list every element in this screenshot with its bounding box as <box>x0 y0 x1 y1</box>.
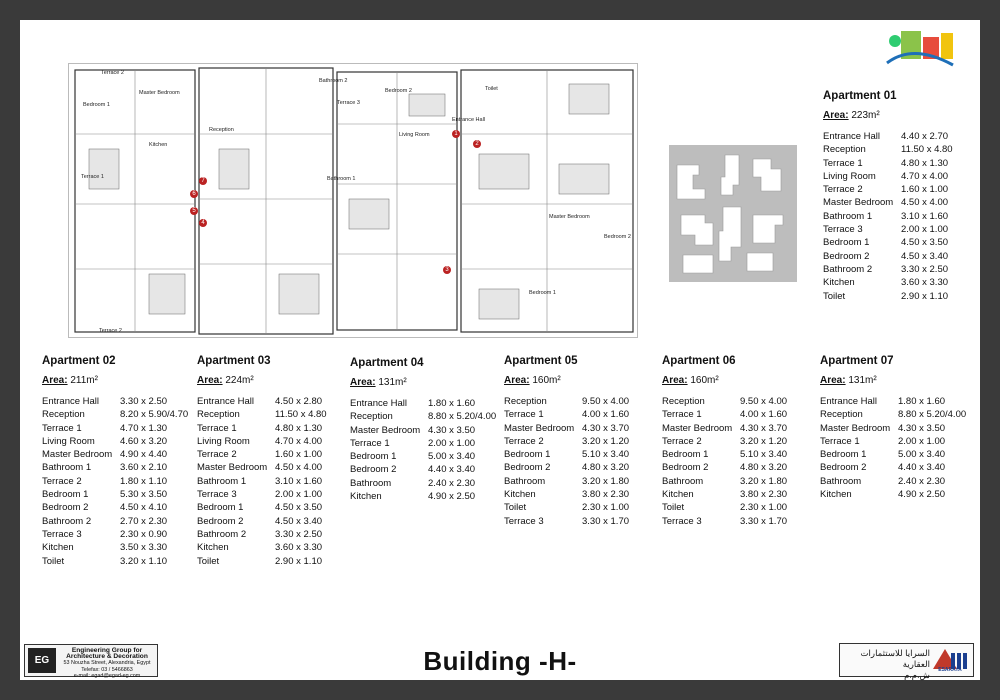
room-name: Kitchen <box>197 542 229 554</box>
room-name: Terrace 2 <box>197 449 237 461</box>
room-dimensions: 5.10 x 3.40 <box>582 449 630 461</box>
key-plan <box>669 145 797 282</box>
room-row <box>350 397 510 410</box>
room-name: Bedroom 1 <box>350 451 397 463</box>
room-name: Bedroom 2 <box>823 250 870 262</box>
room-name: Toilet <box>197 555 220 567</box>
apartment-marker: 3 <box>443 266 451 274</box>
room-name: Kitchen <box>504 489 536 501</box>
room-dimensions: 2.40 x 2.30 <box>428 477 476 489</box>
room-name: Bathroom 1 <box>197 475 247 487</box>
room-name: Entrance Hall <box>42 396 100 407</box>
room-row <box>42 501 202 514</box>
room-name: Master Bedroom <box>662 422 733 434</box>
apartment-06-schedule <box>662 355 822 528</box>
room-name: Master Bedroom <box>42 449 113 461</box>
room-name: Terrace 1 <box>662 409 702 421</box>
room-row <box>197 488 357 501</box>
room-label: Terrace 2 <box>101 70 124 76</box>
room-schedule <box>820 395 980 501</box>
room-row <box>504 488 664 501</box>
room-label: Reception <box>209 127 234 133</box>
room-name: Kitchen <box>662 489 694 501</box>
room-label: Entrance Hall <box>452 117 486 123</box>
room-row <box>823 170 983 183</box>
room-label: Kitchen <box>149 142 168 148</box>
room-row <box>662 475 822 488</box>
room-row <box>350 463 510 476</box>
room-name: Living Room <box>42 435 95 447</box>
room-dimensions: 3.30 x 2.50 <box>275 528 323 540</box>
room-dimensions: 8.80 x 5.20/4.00 <box>898 409 967 421</box>
room-row <box>197 541 357 554</box>
apartment-area: Area: 131m² <box>820 375 877 386</box>
room-row <box>197 435 357 448</box>
apartment-title: Apartment 06 <box>662 355 736 367</box>
room-dimensions: 9.50 x 4.00 <box>582 396 630 407</box>
room-dimensions: 5.00 x 3.40 <box>898 449 946 461</box>
room-row <box>662 515 822 528</box>
room-name: Bathroom 1 <box>823 210 873 222</box>
room-name: Bedroom 2 <box>350 464 397 476</box>
apartment-title: Apartment 03 <box>197 355 271 367</box>
room-row <box>42 541 202 554</box>
room-row <box>820 422 980 435</box>
room-row <box>504 501 664 514</box>
room-dimensions: 4.30 x 3.70 <box>582 422 630 434</box>
room-name: Terrace 3 <box>823 224 863 236</box>
room-row <box>350 437 510 450</box>
room-name: Entrance Hall <box>820 396 878 407</box>
room-name: Bedroom 2 <box>42 502 89 514</box>
room-name: Toilet <box>42 555 65 567</box>
room-row <box>42 461 202 474</box>
apartment-title: Apartment 05 <box>504 355 578 367</box>
apartment-03-schedule <box>197 355 357 568</box>
room-name: Kitchen <box>350 491 382 503</box>
room-name: Entrance Hall <box>823 131 881 142</box>
room-row <box>42 395 202 408</box>
room-label: Bathroom 2 <box>319 78 348 84</box>
room-name: Reception <box>504 396 547 407</box>
room-dimensions: 2.30 x 1.00 <box>740 502 788 514</box>
apartment-05-schedule <box>504 355 664 528</box>
room-name: Terrace 1 <box>820 435 860 447</box>
room-row <box>504 475 664 488</box>
room-dimensions: 3.60 x 2.10 <box>120 462 168 474</box>
apartment-marker: 7 <box>199 177 207 185</box>
room-dimensions: 2.00 x 1.00 <box>898 435 946 447</box>
room-row <box>197 555 357 568</box>
building-title: Building -H- <box>423 646 577 676</box>
room-dimensions: 4.50 x 2.80 <box>275 396 323 407</box>
room-row <box>823 236 983 249</box>
room-dimensions: 4.80 x 3.20 <box>582 462 630 474</box>
room-dimensions: 1.60 x 1.00 <box>275 449 323 461</box>
room-name: Master Bedroom <box>504 422 575 434</box>
room-row <box>504 422 664 435</box>
room-schedule <box>823 130 983 303</box>
room-dimensions: 9.50 x 4.00 <box>740 396 788 407</box>
room-name: Master Bedroom <box>820 422 891 434</box>
room-name: Bedroom 2 <box>820 462 867 474</box>
room-row <box>504 448 664 461</box>
room-name: Bedroom 1 <box>662 449 709 461</box>
room-label: Bedroom 1 <box>83 102 110 108</box>
room-row <box>42 488 202 501</box>
room-dimensions: 3.20 x 1.20 <box>582 435 630 447</box>
room-dimensions: 4.40 x 2.70 <box>901 131 949 142</box>
room-dimensions: 4.90 x 2.50 <box>428 491 476 503</box>
room-dimensions: 8.80 x 5.20/4.00 <box>428 411 497 423</box>
apartment-marker: 4 <box>199 219 207 227</box>
room-row <box>823 276 983 289</box>
room-dimensions: 2.00 x 1.00 <box>428 437 476 449</box>
apartment-07-schedule <box>820 355 980 501</box>
title-block <box>20 640 980 680</box>
apartment-area: Area: 224m² <box>197 375 254 386</box>
room-dimensions: 8.20 x 5.90/4.70 <box>120 409 189 421</box>
room-row <box>350 424 510 437</box>
room-row <box>350 410 510 423</box>
room-dimensions: 1.80 x 1.60 <box>428 398 476 409</box>
room-name: Bedroom 2 <box>504 462 551 474</box>
room-name: Bathroom 2 <box>42 515 92 527</box>
room-dimensions: 4.50 x 4.00 <box>275 462 323 474</box>
room-row <box>823 130 983 143</box>
room-row <box>42 408 202 421</box>
room-label: Bathroom 1 <box>327 176 356 182</box>
room-dimensions: 4.30 x 3.50 <box>428 424 476 436</box>
room-row <box>504 408 664 421</box>
room-row <box>823 143 983 156</box>
room-label: Bedroom 1 <box>529 290 556 296</box>
room-row <box>42 555 202 568</box>
room-dimensions: 5.10 x 3.40 <box>740 449 788 461</box>
room-row <box>823 250 983 263</box>
room-name: Terrace 1 <box>197 422 237 434</box>
apartment-02-schedule <box>42 355 202 568</box>
room-dimensions: 1.60 x 1.00 <box>901 184 949 196</box>
room-dimensions: 4.30 x 3.70 <box>740 422 788 434</box>
apartment-01-schedule <box>823 90 983 303</box>
apartment-title: Apartment 01 <box>823 90 897 102</box>
room-dimensions: 3.80 x 2.30 <box>740 489 788 501</box>
room-schedule <box>504 395 664 528</box>
apartment-marker: 6 <box>190 190 198 198</box>
room-row <box>197 395 357 408</box>
room-dimensions: 4.50 x 3.50 <box>901 237 949 249</box>
developer-stamp <box>839 643 974 680</box>
room-name: Terrace 1 <box>350 437 390 449</box>
apartment-area: Area: 131m² <box>350 377 407 388</box>
apartment-marker: 1 <box>452 130 460 138</box>
apartment-area: Area: 160m² <box>504 375 561 386</box>
room-name: Bathroom <box>820 475 862 487</box>
room-dimensions: 4.90 x 4.40 <box>120 449 168 461</box>
room-dimensions: 4.40 x 3.40 <box>428 464 476 476</box>
drawing-sheet <box>20 20 980 640</box>
room-label: Master Bedroom <box>549 214 590 220</box>
apartment-area: Area: 211m² <box>42 375 98 386</box>
room-name: Terrace 2 <box>823 184 863 196</box>
room-row <box>42 475 202 488</box>
room-row <box>662 435 822 448</box>
room-row <box>197 422 357 435</box>
room-dimensions: 1.80 x 1.60 <box>898 396 946 407</box>
room-row <box>662 408 822 421</box>
apartment-04-schedule <box>350 357 510 503</box>
room-row <box>820 448 980 461</box>
room-row <box>504 461 664 474</box>
room-label: Master Bedroom <box>139 90 180 96</box>
apartment-title: Apartment 07 <box>820 355 894 367</box>
room-name: Bedroom 1 <box>197 502 244 514</box>
room-schedule <box>42 395 202 568</box>
apartment-area: Area: 160m² <box>662 375 719 386</box>
room-name: Kitchen <box>823 277 855 289</box>
room-name: Kitchen <box>820 489 852 501</box>
room-dimensions: 3.30 x 2.50 <box>120 396 168 407</box>
room-dimensions: 2.90 x 1.10 <box>901 290 949 302</box>
room-name: Bedroom 2 <box>197 515 244 527</box>
room-dimensions: 4.00 x 1.60 <box>582 409 630 421</box>
room-dimensions: 4.70 x 4.00 <box>901 170 949 182</box>
room-name: Bathroom 2 <box>823 263 873 275</box>
room-row <box>42 528 202 541</box>
room-row <box>504 515 664 528</box>
room-name: Entrance Hall <box>350 398 408 409</box>
room-dimensions: 4.50 x 3.40 <box>901 250 949 262</box>
room-name: Toilet <box>662 502 685 514</box>
room-dimensions: 3.50 x 3.30 <box>120 542 168 554</box>
room-row <box>350 477 510 490</box>
apartment-title: Apartment 02 <box>42 355 116 367</box>
room-label: Terrace 3 <box>337 100 360 106</box>
room-dimensions: 3.60 x 3.30 <box>275 542 323 554</box>
room-row <box>823 290 983 303</box>
room-row <box>662 448 822 461</box>
room-label: Terrace 1 <box>81 174 104 180</box>
room-row <box>820 408 980 421</box>
room-row <box>662 488 822 501</box>
room-dimensions: 4.00 x 1.60 <box>740 409 788 421</box>
room-name: Bathroom <box>350 477 392 489</box>
room-name: Bathroom 1 <box>42 462 92 474</box>
room-name: Master Bedroom <box>350 424 421 436</box>
room-dimensions: 2.00 x 1.00 <box>901 224 949 236</box>
room-name: Reception <box>42 409 85 421</box>
room-dimensions: 4.50 x 4.10 <box>120 502 168 514</box>
room-name: Entrance Hall <box>197 396 255 407</box>
room-row <box>350 490 510 503</box>
room-name: Reception <box>662 396 705 407</box>
apartment-title: Apartment 04 <box>350 357 424 369</box>
room-dimensions: 4.30 x 3.50 <box>898 422 946 434</box>
room-dimensions: 4.90 x 2.50 <box>898 489 946 501</box>
room-name: Toilet <box>504 502 527 514</box>
room-row <box>350 450 510 463</box>
room-dimensions: 3.20 x 1.80 <box>740 475 788 487</box>
room-label: Living Room <box>399 132 430 138</box>
room-name: Living Room <box>197 435 250 447</box>
room-dimensions: 4.70 x 4.00 <box>275 435 323 447</box>
room-label: Bedroom 2 <box>604 234 631 240</box>
room-row <box>197 515 357 528</box>
room-dimensions: 1.80 x 1.10 <box>120 475 168 487</box>
room-row <box>823 223 983 236</box>
engineering-group-logo-icon: EG <box>28 648 56 673</box>
room-name: Terrace 2 <box>504 435 544 447</box>
room-dimensions: 3.10 x 1.60 <box>901 210 949 222</box>
room-name: Terrace 3 <box>662 515 702 527</box>
room-dimensions: 2.30 x 0.90 <box>120 528 168 540</box>
room-row <box>662 461 822 474</box>
room-name: Terrace 1 <box>504 409 544 421</box>
room-row <box>820 461 980 474</box>
room-dimensions: 5.30 x 3.50 <box>120 489 168 501</box>
room-name: Terrace 3 <box>504 515 544 527</box>
room-name: Bedroom 2 <box>662 462 709 474</box>
room-dimensions: 3.80 x 2.30 <box>582 489 630 501</box>
project-logo-icon <box>883 23 958 73</box>
room-name: Terrace 2 <box>662 435 702 447</box>
room-row <box>197 408 357 421</box>
room-row <box>662 422 822 435</box>
floor-plan <box>68 63 638 338</box>
room-name: Living Room <box>823 170 876 182</box>
room-name: Reception <box>350 411 393 423</box>
room-name: Kitchen <box>42 542 74 554</box>
room-dimensions: 3.30 x 1.70 <box>582 515 630 527</box>
room-name: Bedroom 1 <box>42 489 89 501</box>
room-dimensions: 2.40 x 2.30 <box>898 475 946 487</box>
room-name: Reception <box>197 409 240 421</box>
room-name: Bathroom <box>504 475 546 487</box>
room-name: Bedroom 1 <box>504 449 551 461</box>
room-row <box>42 422 202 435</box>
room-row <box>197 461 357 474</box>
room-dimensions: 3.60 x 3.30 <box>901 277 949 289</box>
room-dimensions: 2.70 x 2.30 <box>120 515 168 527</box>
apartment-marker: 5 <box>190 207 198 215</box>
room-dimensions: 3.20 x 1.80 <box>582 475 630 487</box>
developer-name: السرايا للاستثمارات العقارية ش.م.م <box>860 648 930 680</box>
room-name: Terrace 1 <box>823 157 863 169</box>
room-dimensions: 3.30 x 1.70 <box>740 515 788 527</box>
room-row <box>504 435 664 448</box>
room-label: Toilet <box>485 86 498 92</box>
room-name: Bedroom 1 <box>820 449 867 461</box>
room-row <box>823 157 983 170</box>
room-row <box>823 210 983 223</box>
room-dimensions: 2.90 x 1.10 <box>275 555 323 567</box>
room-dimensions: 4.80 x 1.30 <box>275 422 323 434</box>
room-row <box>504 395 664 408</box>
room-row <box>823 183 983 196</box>
room-row <box>820 395 980 408</box>
room-row <box>197 501 357 514</box>
room-name: Bathroom 2 <box>197 528 247 540</box>
room-name: Terrace 1 <box>42 422 82 434</box>
room-name: Terrace 2 <box>42 475 82 487</box>
room-dimensions: 4.80 x 3.20 <box>740 462 788 474</box>
room-dimensions: 4.50 x 3.40 <box>275 515 323 527</box>
room-dimensions: 4.70 x 1.30 <box>120 422 168 434</box>
room-dimensions: 3.20 x 1.20 <box>740 435 788 447</box>
room-label: Bedroom 2 <box>385 88 412 94</box>
room-name: Bedroom 1 <box>823 237 870 249</box>
room-label: Terrace 2 <box>99 328 122 334</box>
room-row <box>197 448 357 461</box>
room-name: Reception <box>823 144 866 156</box>
engineering-group-info: Engineering Group for Architecture & Decoration 53 Nouzha Street, Alexandria, Egypt Telefax: 03 / 5466863 e-mail: egad@egad-eg.com <box>63 647 151 679</box>
room-dimensions: 3.20 x 1.10 <box>120 555 168 567</box>
room-row <box>820 475 980 488</box>
room-dimensions: 4.50 x 3.50 <box>275 502 323 514</box>
esaraya-logo-text: ESARAYA <box>938 667 962 673</box>
apartment-marker: 2 <box>473 140 481 148</box>
room-name: Bathroom <box>662 475 704 487</box>
room-name: Terrace 3 <box>197 489 237 501</box>
room-name: Master Bedroom <box>823 197 894 209</box>
room-schedule <box>662 395 822 528</box>
room-dimensions: 4.80 x 1.30 <box>901 157 949 169</box>
room-dimensions: 3.30 x 2.50 <box>901 263 949 275</box>
room-row <box>823 263 983 276</box>
room-row <box>823 196 983 209</box>
room-name: Reception <box>820 409 863 421</box>
room-dimensions: 5.00 x 3.40 <box>428 451 476 463</box>
room-row <box>197 475 357 488</box>
room-row <box>197 528 357 541</box>
room-dimensions: 4.50 x 4.00 <box>901 197 949 209</box>
room-name: Toilet <box>823 290 846 302</box>
apartment-area: Area: 223m² <box>823 110 880 121</box>
room-name: Terrace 3 <box>42 528 82 540</box>
room-dimensions: 11.50 x 4.80 <box>275 409 327 421</box>
room-row <box>42 515 202 528</box>
room-row <box>662 501 822 514</box>
room-schedule <box>197 395 357 568</box>
room-dimensions: 11.50 x 4.80 <box>901 144 953 156</box>
room-row <box>820 435 980 448</box>
room-dimensions: 4.40 x 3.40 <box>898 462 946 474</box>
key-plan-drawing <box>669 145 797 282</box>
room-row <box>42 435 202 448</box>
room-row <box>662 395 822 408</box>
room-schedule <box>350 397 510 503</box>
room-row <box>820 488 980 501</box>
room-dimensions: 4.60 x 3.20 <box>120 435 168 447</box>
room-dimensions: 2.30 x 1.00 <box>582 502 630 514</box>
room-row <box>42 448 202 461</box>
room-dimensions: 3.10 x 1.60 <box>275 475 323 487</box>
room-name: Master Bedroom <box>197 462 268 474</box>
room-dimensions: 2.00 x 1.00 <box>275 489 323 501</box>
